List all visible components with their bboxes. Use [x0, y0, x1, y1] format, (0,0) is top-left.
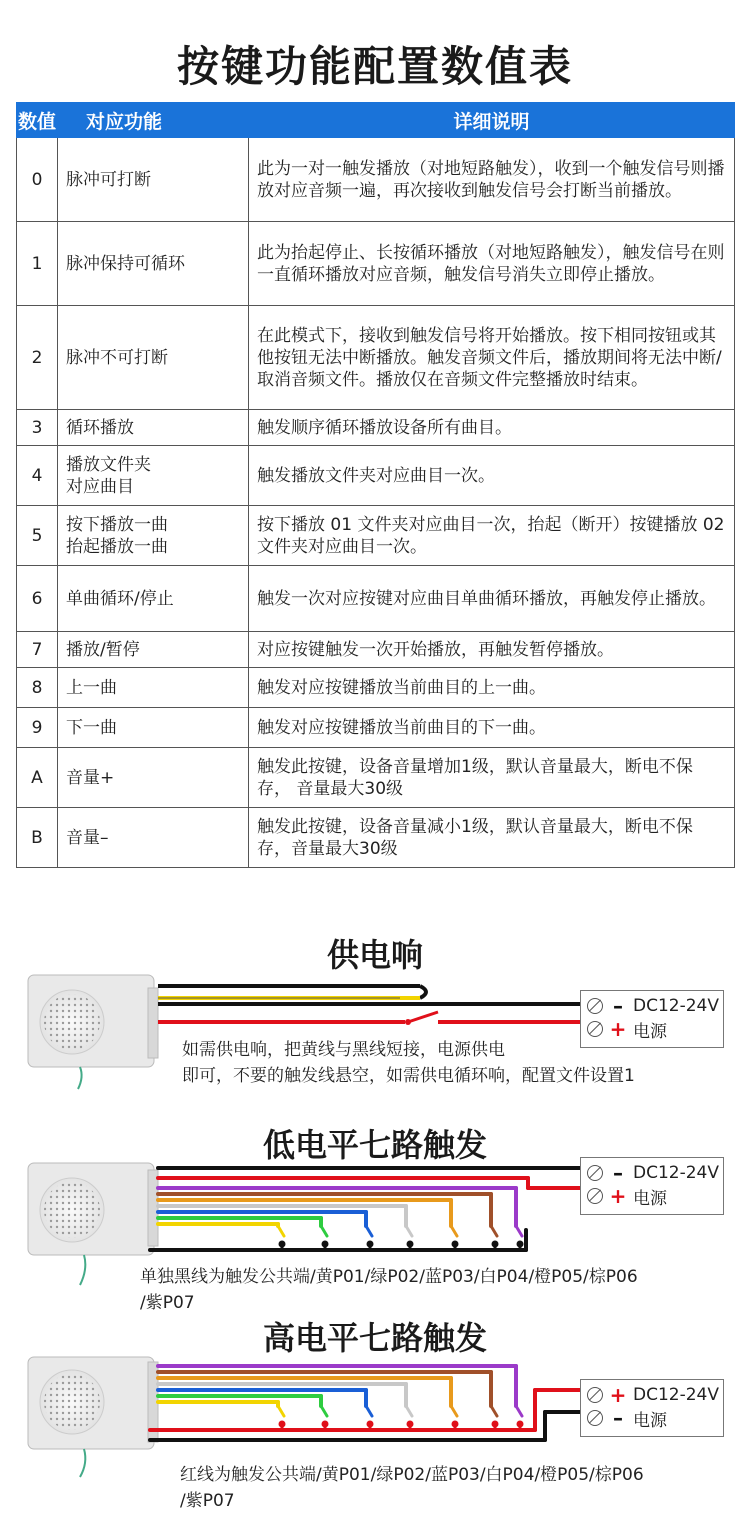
header-function: 对应功能 [58, 103, 249, 138]
terminal-label: 电源 [633, 1410, 667, 1431]
cell-value: 3 [17, 410, 58, 446]
switch-arm [278, 1406, 284, 1416]
switch-arm [451, 1406, 457, 1416]
cell-function: 单曲循环/停止 [58, 566, 249, 632]
cell-function: 脉冲保持可循环 [58, 222, 249, 306]
section-title-high-level: 高电平七路触发 [262, 1319, 487, 1357]
cell-function: 音量– [58, 808, 249, 868]
switch-arm [491, 1226, 497, 1236]
cell-function: 播放/暂停 [58, 632, 249, 668]
switch-arm [516, 1226, 522, 1236]
cell-description: 触发对应按键播放当前曲目的上一曲。 [249, 668, 735, 708]
cell-description: 触发此按键，设备音量减小1级，默认音量最大，断电不保存，音量最大30级 [249, 808, 735, 868]
cell-function: 脉冲不可打断 [58, 306, 249, 410]
switch-arm [406, 1226, 412, 1236]
note-low-level-line1: 单独黑线为触发公共端/黄P01/绿P02/蓝P03/白P04/橙P05/棕P06 [140, 1267, 638, 1287]
note-power-on-line2: 即可，不要的触发线悬空，如需供电循环响，配置文件设置1 [182, 1066, 635, 1086]
switch-arm [451, 1226, 457, 1236]
cell-value: 9 [17, 708, 58, 748]
cell-description: 触发此按键，设备音量增加1级，默认音量最大，断电不保存， 音量最大30级 [249, 748, 735, 808]
cell-value: B [17, 808, 58, 868]
header-description: 详细说明 [249, 103, 735, 138]
cell-description: 对应按键触发一次开始播放，再触发暂停播放。 [249, 632, 735, 668]
note-power-on-line1: 如需供电响，把黄线与黑线短接，电源供电 [182, 1040, 505, 1060]
screw-icon [587, 1021, 603, 1037]
screw-icon [587, 1410, 603, 1426]
terminal-sign: + [609, 1184, 627, 1208]
cell-description: 按下播放 01 文件夹对应曲目一次，抬起（断开）按键播放 02 文件夹对应曲目一次。 [249, 506, 735, 566]
cell-description: 在此模式下，接收到触发信号将开始播放。按下相同按钮或其他按钮无法中断播放。触发音频文件后，播放期间将无法中断/取消音频文件。播放仅在音频文件完整播放时结束。 [249, 306, 735, 410]
speaker-box-3 [28, 1357, 158, 1477]
page-title: 按键功能配置数值表 [176, 42, 573, 91]
cell-value: 2 [17, 306, 58, 410]
power-terminal-3 [580, 1379, 724, 1437]
terminal-label: DC12-24V [633, 1163, 719, 1183]
switch-arm [366, 1226, 372, 1236]
terminal-label: 电源 [633, 1021, 667, 1042]
cell-description: 此为抬起停止、长按循环播放（对地短路触发），触发信号在则一直循环播放对应音频，触发信号消失立即停止播放。 [249, 222, 735, 306]
terminal-sign: – [613, 1161, 623, 1185]
cell-function: 下一曲 [58, 708, 249, 748]
switch-arm [321, 1406, 327, 1416]
switch-arm [321, 1226, 327, 1236]
cell-value: 4 [17, 446, 58, 506]
cell-function: 播放文件夹 对应曲目 [58, 446, 249, 506]
note-high-level-line1: 红线为触发公共端/黄P01/绿P02/蓝P03/白P04/橙P05/棕P06 [180, 1465, 644, 1485]
terminal-sign: – [613, 994, 623, 1018]
cell-description: 此为一对一触发播放（对地短路触发），收到一个触发信号则播放对应音频一遍，再次接收到触发信号会打断当前播放。 [249, 138, 735, 222]
screw-icon [587, 1165, 603, 1181]
note-high-level-line2: /紫P07 [180, 1491, 235, 1511]
switch-arm [278, 1226, 284, 1236]
terminal-sign: + [609, 1017, 627, 1041]
section-title-power-on: 供电响 [326, 936, 423, 974]
terminal-sign: – [613, 1406, 623, 1430]
section-title-low-level: 低电平七路触发 [262, 1126, 487, 1164]
cell-function: 脉冲可打断 [58, 138, 249, 222]
speaker-box-1 [28, 975, 158, 1089]
header-value: 数值 [17, 103, 58, 138]
switch-arm [516, 1406, 522, 1416]
cell-value: 8 [17, 668, 58, 708]
cell-value: A [17, 748, 58, 808]
power-terminal-2 [580, 1157, 724, 1215]
cell-value: 1 [17, 222, 58, 306]
cell-function: 音量+ [58, 748, 249, 808]
cell-description: 触发一次对应按键对应曲目单曲循环播放，再触发停止播放。 [249, 566, 735, 632]
terminal-label: DC12-24V [633, 1385, 719, 1405]
note-low-level-line2: /紫P07 [140, 1293, 195, 1313]
switch-arm [406, 1406, 412, 1416]
cell-value: 0 [17, 138, 58, 222]
screw-icon [587, 1387, 603, 1403]
cell-description: 触发顺序循环播放设备所有曲目。 [249, 410, 735, 446]
cell-value: 5 [17, 506, 58, 566]
cell-value: 6 [17, 566, 58, 632]
terminal-label: DC12-24V [633, 996, 719, 1016]
switch-arm [366, 1406, 372, 1416]
cell-value: 7 [17, 632, 58, 668]
screw-icon [587, 998, 603, 1014]
power-terminal-1 [580, 990, 724, 1048]
switch-arm [491, 1406, 497, 1416]
cell-function: 循环播放 [58, 410, 249, 446]
cell-function: 按下播放一曲 抬起播放一曲 [58, 506, 249, 566]
terminal-sign: + [609, 1383, 627, 1407]
cell-description: 触发对应按键播放当前曲目的下一曲。 [249, 708, 735, 748]
cell-function: 上一曲 [58, 668, 249, 708]
screw-icon [587, 1188, 603, 1204]
speaker-box-2 [28, 1163, 158, 1285]
terminal-label: 电源 [633, 1188, 667, 1209]
cell-description: 触发播放文件夹对应曲目一次。 [249, 446, 735, 506]
